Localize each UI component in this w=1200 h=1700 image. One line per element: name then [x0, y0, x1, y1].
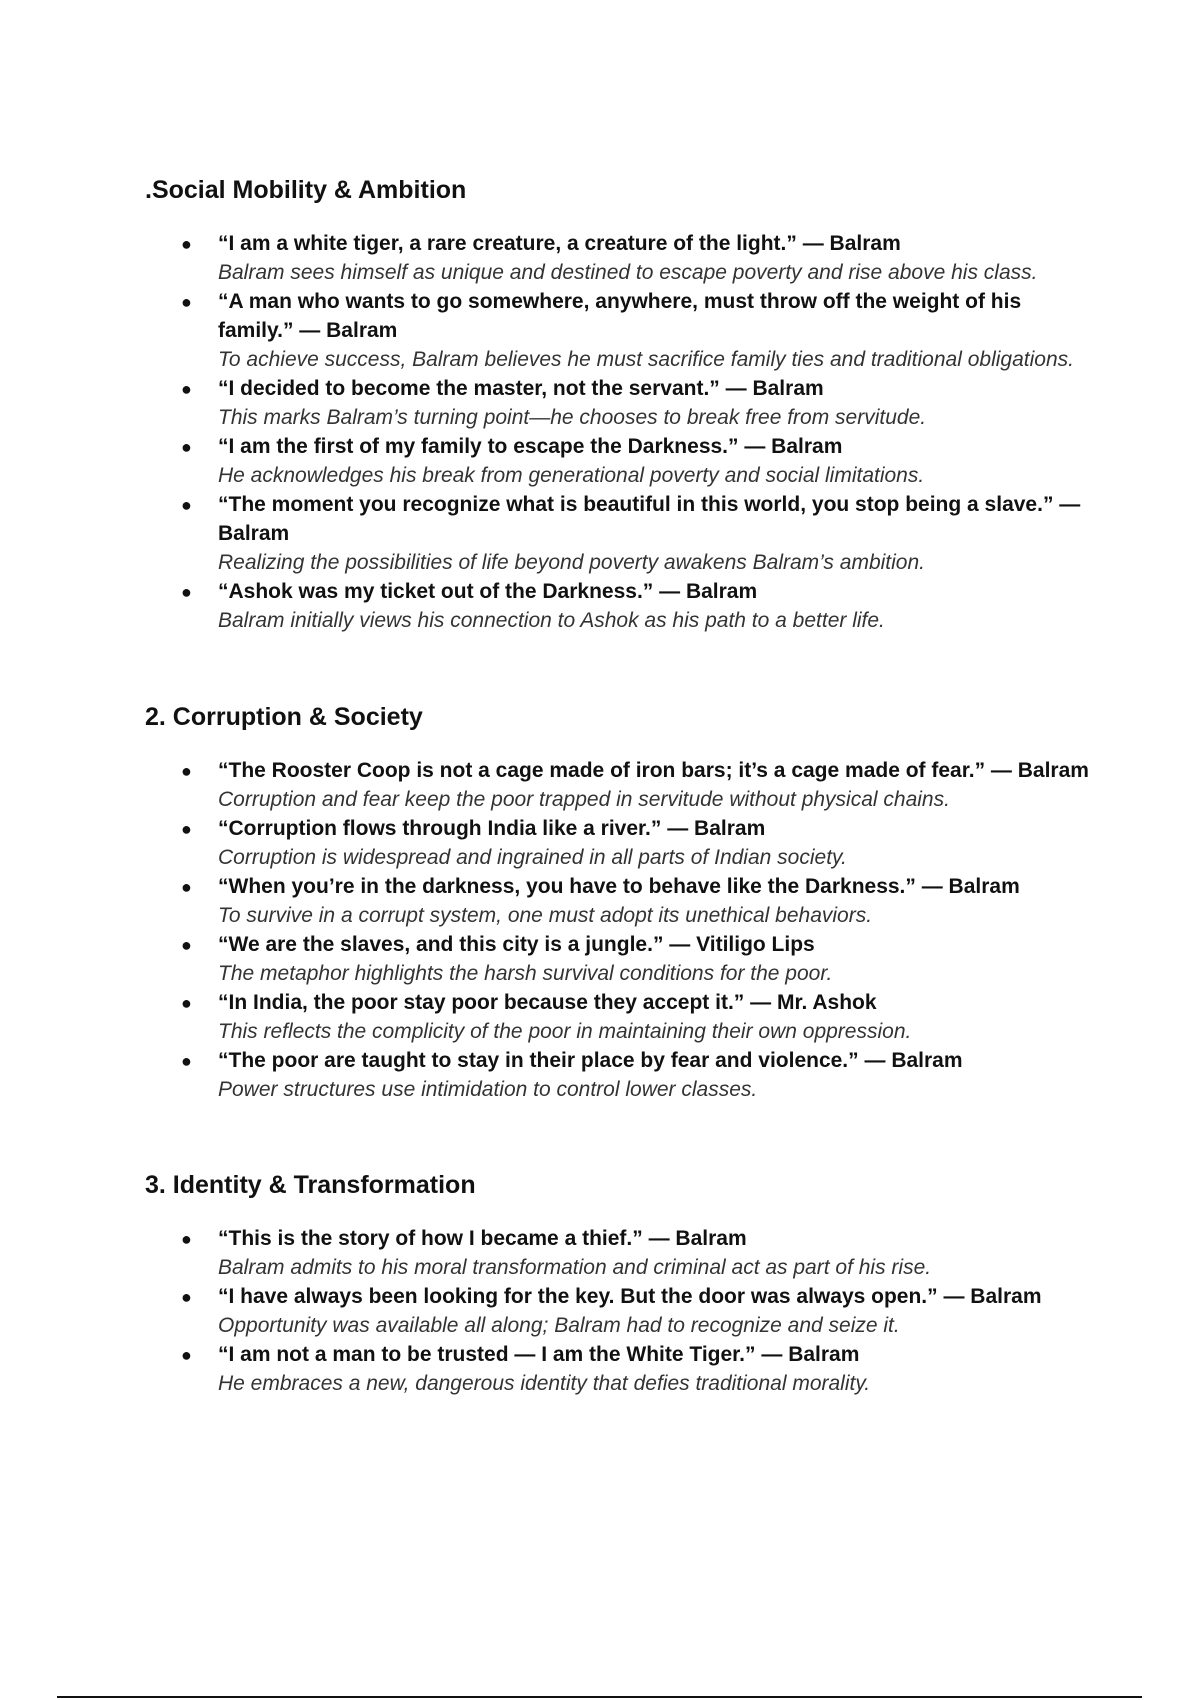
quote-explanation: Opportunity was available all along; Balram had to recognize and seize it. [218, 1314, 900, 1337]
bullet-icon: ● [181, 761, 192, 781]
quote-text: “I am not a man to be trusted — I am the White Tiger.” — Balram [218, 1343, 860, 1366]
bullet-icon: ● [181, 234, 192, 254]
quote-explanation: Corruption and fear keep the poor trapped in servitude without physical chains. [218, 788, 950, 811]
bullet-icon: ● [181, 1287, 192, 1307]
quote-text: “Corruption flows through India like a river.” — Balram [218, 817, 766, 840]
quote-explanation: Balram sees himself as unique and destined to escape poverty and rise above his class. [218, 261, 1038, 284]
bullet-icon: ● [181, 1051, 192, 1071]
quote-explanation: He embraces a new, dangerous identity that defies traditional morality. [218, 1372, 871, 1395]
quote-explanation: Corruption is widespread and ingrained in all parts of Indian society. [218, 846, 847, 869]
quote-explanation: This reflects the complicity of the poor in maintaining their own oppression. [218, 1020, 912, 1043]
quote-explanation: To achieve success, Balram believes he must sacrifice family ties and traditional obligations. [218, 348, 1074, 371]
quote-text: “The poor are taught to stay in their place by fear and violence.” — Balram [218, 1049, 963, 1072]
section-heading: 2. Corruption & Society [145, 703, 423, 731]
bullet-icon: ● [181, 1345, 192, 1365]
list-item [145, 229, 1095, 287]
list-item [145, 988, 1095, 1046]
list-item [145, 490, 1095, 577]
quote-explanation: The metaphor highlights the harsh survival conditions for the poor. [218, 962, 833, 985]
list-item [145, 1046, 1095, 1104]
quote-text: “A man who wants to go somewhere, anywhere, must throw off the weight of his family.” — Balram [218, 290, 1022, 342]
quote-text: “We are the slaves, and this city is a jungle.” — Vitiligo Lips [218, 933, 815, 956]
quote-text: “I am a white tiger, a rare creature, a creature of the light.” — Balram [218, 232, 901, 255]
list-item [145, 1282, 1095, 1340]
quote-explanation: To survive in a corrupt system, one must adopt its unethical behaviors. [218, 904, 873, 927]
bullet-icon: ● [181, 292, 192, 312]
quote-explanation: Power structures use intimidation to control lower classes. [218, 1078, 758, 1101]
bullet-icon: ● [181, 935, 192, 955]
quote-text: “The Rooster Coop is not a cage made of iron bars; it’s a cage made of fear.” — Balram [218, 759, 1089, 782]
quote-list [145, 229, 1095, 635]
page-bottom-rule [57, 1696, 1142, 1698]
list-item [145, 872, 1095, 930]
section-identity-transformation [145, 1170, 1095, 1398]
bullet-icon: ● [181, 1229, 192, 1249]
bullet-icon: ● [181, 495, 192, 515]
quote-list [145, 756, 1095, 1104]
quote-explanation: Balram admits to his moral transformation and criminal act as part of his rise. [218, 1256, 932, 1279]
quote-text: “I am the first of my family to escape the Darkness.” — Balram [218, 435, 843, 458]
section-heading: 3. Identity & Transformation [145, 1171, 476, 1199]
section-corruption-society [145, 702, 1095, 1104]
list-item [145, 577, 1095, 635]
quote-text: “In India, the poor stay poor because they accept it.” — Mr. Ashok [218, 991, 877, 1014]
section-heading: .Social Mobility & Ambition [145, 176, 467, 204]
quote-explanation: This marks Balram’s turning point—he chooses to break free from servitude. [218, 406, 927, 429]
bullet-icon: ● [181, 819, 192, 839]
quote-explanation: He acknowledges his break from generational poverty and social limitations. [218, 464, 925, 487]
bullet-icon: ● [181, 379, 192, 399]
bullet-icon: ● [181, 993, 192, 1013]
list-item [145, 1224, 1095, 1282]
quote-text: “I decided to become the master, not the servant.” — Balram [218, 377, 824, 400]
quote-explanation: Realizing the possibilities of life beyond poverty awakens Balram’s ambition. [218, 551, 925, 574]
quote-text: “The moment you recognize what is beautiful in this world, you stop being a slave.” — Balram [218, 493, 1081, 545]
bullet-icon: ● [181, 437, 192, 457]
quote-text: “When you’re in the darkness, you have to behave like the Darkness.” — Balram [218, 875, 1020, 898]
list-item [145, 287, 1095, 374]
list-item [145, 1340, 1095, 1398]
quote-text: “I have always been looking for the key. But the door was always open.” — Balram [218, 1285, 1042, 1308]
list-item [145, 374, 1095, 432]
bullet-icon: ● [181, 582, 192, 602]
bullet-icon: ● [181, 877, 192, 897]
list-item [145, 432, 1095, 490]
list-item [145, 930, 1095, 988]
quote-explanation: Balram initially views his connection to Ashok as his path to a better life. [218, 609, 885, 632]
quote-text: “This is the story of how I became a thief.” — Balram [218, 1227, 747, 1250]
quote-list [145, 1224, 1095, 1398]
quote-text: “Ashok was my ticket out of the Darkness.” — Balram [218, 580, 758, 603]
list-item [145, 756, 1095, 814]
section-social-mobility [145, 175, 1095, 635]
list-item [145, 814, 1095, 872]
